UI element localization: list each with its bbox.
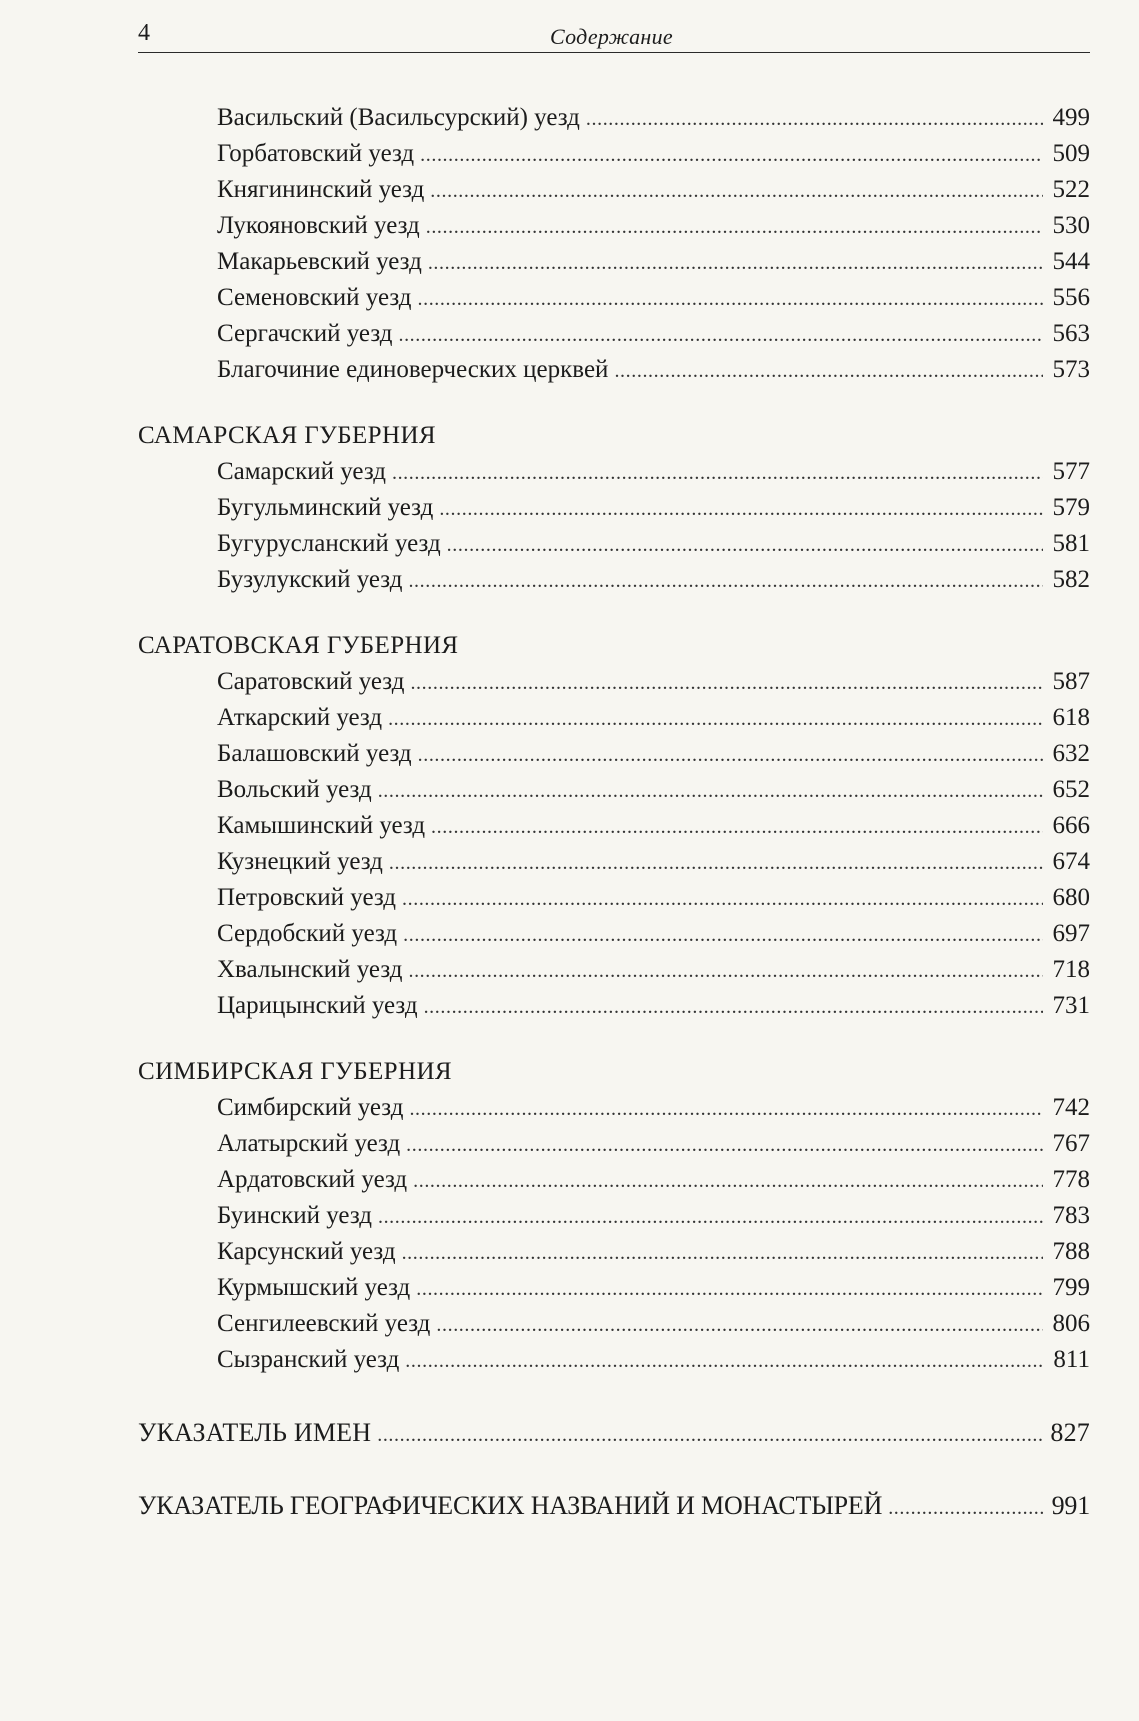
entry-title: Курмышский уезд bbox=[217, 1274, 411, 1301]
entry-title: Самарский уезд bbox=[217, 458, 386, 485]
running-head: Содержание bbox=[550, 24, 674, 49]
entry-page: 778 bbox=[1052, 1166, 1090, 1193]
entry-title: Царицынский уезд bbox=[217, 992, 418, 1019]
entry-page: 806 bbox=[1052, 1310, 1090, 1337]
dot-leader bbox=[408, 953, 1043, 989]
entry-page: 991 bbox=[1051, 1491, 1090, 1520]
entry-page: 573 bbox=[1052, 356, 1090, 383]
entry-page: 742 bbox=[1052, 1094, 1090, 1121]
continuation-section bbox=[138, 100, 1090, 388]
toc-entry[interactable] bbox=[138, 352, 1090, 388]
region-section-saratov bbox=[138, 628, 1090, 1024]
dot-leader bbox=[403, 917, 1043, 953]
toc-entry[interactable] bbox=[138, 100, 1090, 136]
entry-page: 563 bbox=[1052, 320, 1090, 347]
dot-leader bbox=[377, 1415, 1043, 1455]
index-section bbox=[138, 1413, 1090, 1453]
toc-entry-index-places[interactable] bbox=[138, 1486, 1090, 1526]
toc-entry[interactable] bbox=[138, 880, 1090, 916]
entry-title: Саратовский уезд bbox=[217, 668, 405, 695]
toc-entry[interactable] bbox=[138, 208, 1090, 244]
entry-page: 577 bbox=[1052, 458, 1090, 485]
dot-leader bbox=[436, 1307, 1043, 1343]
dot-leader bbox=[426, 209, 1043, 245]
entry-title: Бугульминский уезд bbox=[217, 494, 434, 521]
toc-entry[interactable] bbox=[138, 1090, 1090, 1126]
entry-title: Балашовский уезд bbox=[217, 740, 412, 767]
entry-page: 522 bbox=[1052, 176, 1090, 203]
region-section-simbirsk bbox=[138, 1054, 1090, 1378]
entry-title: Алатырский уезд bbox=[217, 1130, 401, 1157]
entry-title: Княгининский уезд bbox=[217, 176, 425, 203]
entry-title: Буинский уезд bbox=[217, 1202, 372, 1229]
entry-title: Семеновский уезд bbox=[217, 284, 412, 311]
entry-page: 731 bbox=[1052, 992, 1090, 1019]
dot-leader bbox=[416, 1271, 1043, 1307]
entry-page: 556 bbox=[1052, 284, 1090, 311]
entry-page: 799 bbox=[1052, 1274, 1090, 1301]
entry-page: 718 bbox=[1052, 956, 1090, 983]
entry-page: 618 bbox=[1052, 704, 1090, 731]
entry-title: Ардатовский уезд bbox=[217, 1166, 408, 1193]
entry-page: 783 bbox=[1052, 1202, 1090, 1229]
toc-entry[interactable] bbox=[138, 1126, 1090, 1162]
toc-entry[interactable] bbox=[138, 1306, 1090, 1342]
entry-title: Макарьевский уезд bbox=[217, 248, 422, 275]
entry-page: 827 bbox=[1050, 1418, 1090, 1447]
toc-entry[interactable] bbox=[138, 244, 1090, 280]
dot-leader bbox=[418, 737, 1043, 773]
entry-page: 632 bbox=[1052, 740, 1090, 767]
toc-entry[interactable] bbox=[138, 1342, 1090, 1378]
entry-page: 582 bbox=[1052, 566, 1090, 593]
entry-page: 666 bbox=[1052, 812, 1090, 839]
entry-page: 587 bbox=[1052, 668, 1090, 695]
entry-title: Сергачский уезд bbox=[217, 320, 393, 347]
toc-entry[interactable] bbox=[138, 988, 1090, 1024]
entry-title: Камышинский уезд bbox=[217, 812, 426, 839]
dot-leader bbox=[413, 1163, 1043, 1199]
dot-leader bbox=[402, 881, 1043, 917]
dot-leader bbox=[424, 989, 1043, 1025]
toc-entry[interactable] bbox=[138, 736, 1090, 772]
entry-title: Вольский уезд bbox=[217, 776, 372, 803]
index-section bbox=[138, 1486, 1090, 1526]
toc-entry[interactable] bbox=[138, 172, 1090, 208]
region-heading[interactable]: САМАРСКАЯ ГУБЕРНИЯ bbox=[138, 422, 436, 449]
dot-leader bbox=[405, 1343, 1043, 1379]
entry-page: 581 bbox=[1052, 530, 1090, 557]
dot-leader bbox=[389, 845, 1043, 881]
entry-page: 499 bbox=[1052, 104, 1090, 131]
region-section-samara bbox=[138, 418, 1090, 598]
toc-entry[interactable] bbox=[138, 562, 1090, 598]
entry-page: 697 bbox=[1052, 920, 1090, 947]
toc-entry[interactable] bbox=[138, 316, 1090, 352]
dot-leader bbox=[418, 281, 1044, 317]
entry-title: Кузнецкий уезд bbox=[217, 848, 383, 875]
toc-entry[interactable] bbox=[138, 844, 1090, 880]
entry-page: 579 bbox=[1052, 494, 1090, 521]
dot-leader bbox=[888, 1488, 1043, 1528]
dot-leader bbox=[430, 173, 1043, 209]
dot-leader bbox=[428, 245, 1043, 281]
entry-title: Петровский уезд bbox=[217, 884, 397, 911]
entry-page: 680 bbox=[1052, 884, 1090, 911]
dot-leader bbox=[410, 665, 1043, 701]
entry-title: Горбатовский уезд bbox=[217, 140, 415, 167]
entry-page: 544 bbox=[1052, 248, 1090, 275]
toc-entry[interactable] bbox=[138, 700, 1090, 736]
entry-title: УКАЗАТЕЛЬ ГЕОГРАФИЧЕСКИХ НАЗВАНИЙ И МОНАСТЫРЕЙ bbox=[138, 1491, 883, 1520]
toc-entry[interactable] bbox=[138, 916, 1090, 952]
entry-title: Бузулукский уезд bbox=[217, 566, 403, 593]
toc-entry[interactable] bbox=[138, 664, 1090, 700]
toc-entry[interactable] bbox=[138, 952, 1090, 988]
dot-leader bbox=[409, 1091, 1043, 1127]
dot-leader bbox=[378, 1199, 1043, 1235]
dot-leader bbox=[406, 1127, 1043, 1163]
entry-page: 767 bbox=[1052, 1130, 1090, 1157]
region-heading[interactable]: СИМБИРСКАЯ ГУБЕРНИЯ bbox=[138, 1058, 452, 1085]
entry-page: 652 bbox=[1052, 776, 1090, 803]
entry-title: УКАЗАТЕЛЬ ИМЕН bbox=[138, 1418, 372, 1447]
entry-page: 530 bbox=[1052, 212, 1090, 239]
region-heading[interactable]: САРАТОВСКАЯ ГУБЕРНИЯ bbox=[138, 632, 459, 659]
dot-leader bbox=[586, 101, 1043, 137]
entry-title: Благочиние единоверческих церквей bbox=[217, 356, 609, 383]
toc-entry[interactable] bbox=[138, 454, 1090, 490]
page-number: 4 bbox=[138, 20, 150, 46]
toc-entry[interactable] bbox=[138, 490, 1090, 526]
entry-title: Васильский (Васильсурский) уезд bbox=[217, 104, 580, 131]
entry-title: Симбирский уезд bbox=[217, 1094, 404, 1121]
page-header bbox=[138, 18, 1090, 53]
dot-leader bbox=[392, 455, 1043, 491]
toc-entry[interactable] bbox=[138, 280, 1090, 316]
toc-entry[interactable] bbox=[138, 808, 1090, 844]
entry-title: Хвалынский уезд bbox=[217, 956, 403, 983]
toc-entry[interactable] bbox=[138, 1162, 1090, 1198]
dot-leader bbox=[408, 563, 1043, 599]
toc-page bbox=[138, 18, 1090, 1526]
dot-leader bbox=[388, 701, 1043, 737]
toc-entry-index-names[interactable] bbox=[138, 1413, 1090, 1453]
entry-title: Сенгилеевский уезд bbox=[217, 1310, 431, 1337]
toc-entry[interactable] bbox=[138, 772, 1090, 808]
entry-title: Лукояновский уезд bbox=[217, 212, 420, 239]
dot-leader bbox=[398, 317, 1043, 353]
toc-entry[interactable] bbox=[138, 1198, 1090, 1234]
entry-title: Сызранский уезд bbox=[217, 1346, 400, 1373]
toc-entry[interactable] bbox=[138, 136, 1090, 172]
dot-leader bbox=[378, 773, 1043, 809]
dot-leader bbox=[431, 809, 1043, 845]
toc-entry[interactable] bbox=[138, 1234, 1090, 1270]
toc-entry[interactable] bbox=[138, 1270, 1090, 1306]
dot-leader bbox=[402, 1235, 1043, 1271]
dot-leader bbox=[439, 491, 1043, 527]
entry-title: Карсунский уезд bbox=[217, 1238, 396, 1265]
entry-page: 811 bbox=[1053, 1346, 1090, 1373]
toc-entry[interactable] bbox=[138, 526, 1090, 562]
dot-leader bbox=[420, 137, 1043, 173]
entry-title: Бугурусланский уезд bbox=[217, 530, 441, 557]
entry-title: Аткарский уезд bbox=[217, 704, 383, 731]
entry-page: 674 bbox=[1052, 848, 1090, 875]
dot-leader bbox=[614, 353, 1043, 389]
dot-leader bbox=[447, 527, 1043, 563]
entry-page: 509 bbox=[1052, 140, 1090, 167]
entry-title: Сердобский уезд bbox=[217, 920, 398, 947]
entry-page: 788 bbox=[1052, 1238, 1090, 1265]
